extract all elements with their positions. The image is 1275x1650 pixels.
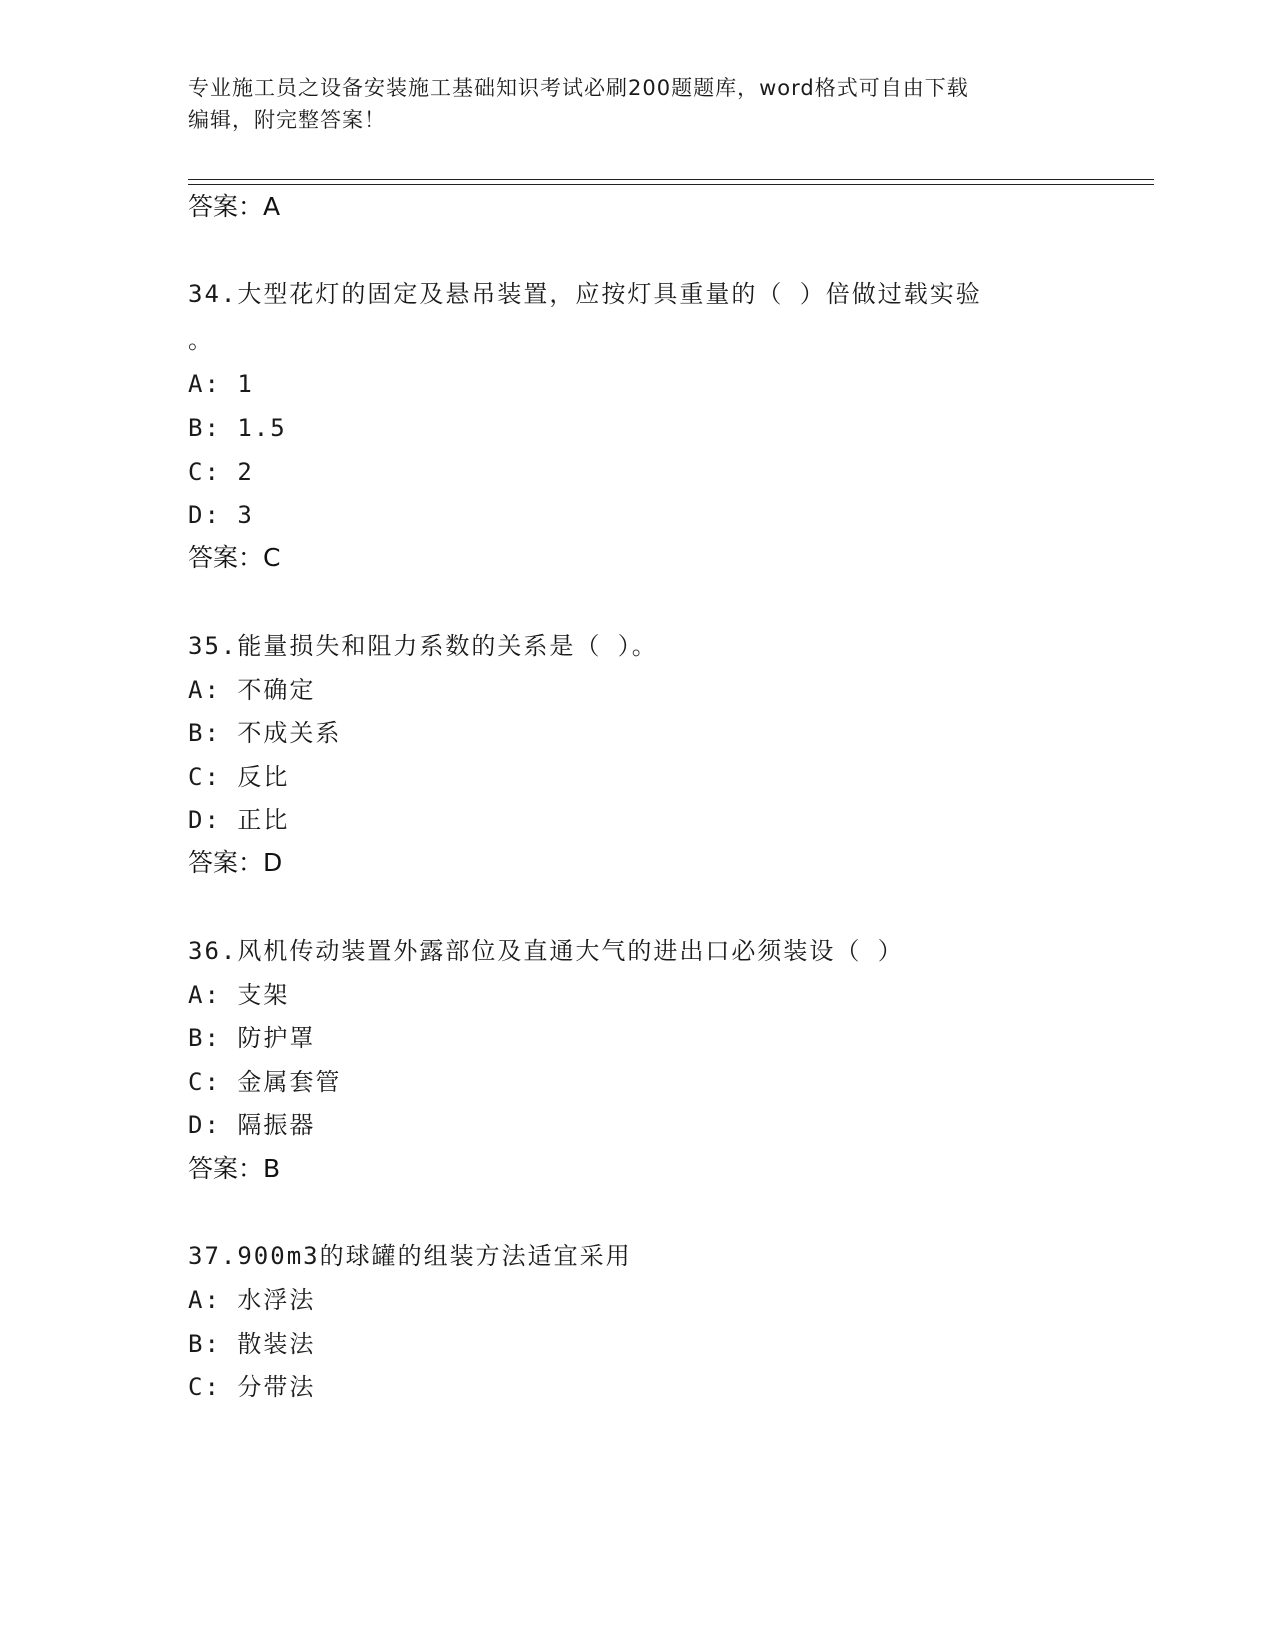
question-37-option-c: C: 分带法 — [188, 1373, 316, 1401]
question-34-option-a: A: 1 — [188, 370, 254, 398]
question-36-stem: 36.风机传动装置外露部位及直通大气的进出口必须装设（ ） — [188, 937, 904, 965]
question-35-stem: 35.能量损失和阻力系数的关系是（ ）。 — [188, 632, 658, 660]
header-divider-top — [188, 179, 1154, 180]
question-34-answer: 答案：C — [188, 543, 281, 572]
question-34-stem-line2: 。 — [188, 326, 214, 354]
question-35-option-b: B: 不成关系 — [188, 719, 342, 747]
question-37-option-a: A: 水浮法 — [188, 1286, 316, 1314]
question-34-option-c: C: 2 — [188, 458, 254, 486]
answer-prev: 答案：A — [188, 192, 281, 221]
question-37-option-b: B: 散装法 — [188, 1330, 316, 1358]
question-37-stem: 37.900m3的球罐的组装方法适宜采用 — [188, 1242, 632, 1270]
question-36-option-d: D: 隔振器 — [188, 1111, 316, 1139]
question-36-option-c: C: 金属套管 — [188, 1068, 342, 1096]
question-34-option-b: B: 1.5 — [188, 414, 287, 442]
header-divider-bottom — [188, 184, 1154, 185]
question-34-stem-line1: 34.大型花灯的固定及悬吊装置，应按灯具重量的（ ）倍做过载实验 — [188, 280, 982, 308]
question-35-answer: 答案：D — [188, 848, 283, 877]
header-line-1: 专业施工员之设备安装施工基础知识考试必刷200题题库，word格式可自由下载 — [188, 76, 969, 100]
question-36-option-a: A: 支架 — [188, 981, 290, 1009]
question-35-option-a: A: 不确定 — [188, 676, 316, 704]
question-36-option-b: B: 防护罩 — [188, 1024, 316, 1052]
question-35-option-d: D: 正比 — [188, 806, 290, 834]
question-35-option-c: C: 反比 — [188, 763, 290, 791]
question-36-answer: 答案：B — [188, 1154, 281, 1183]
header-line-2: 编辑，附完整答案！ — [188, 108, 386, 132]
question-34-option-d: D: 3 — [188, 501, 254, 529]
document-header — [188, 72, 1088, 136]
